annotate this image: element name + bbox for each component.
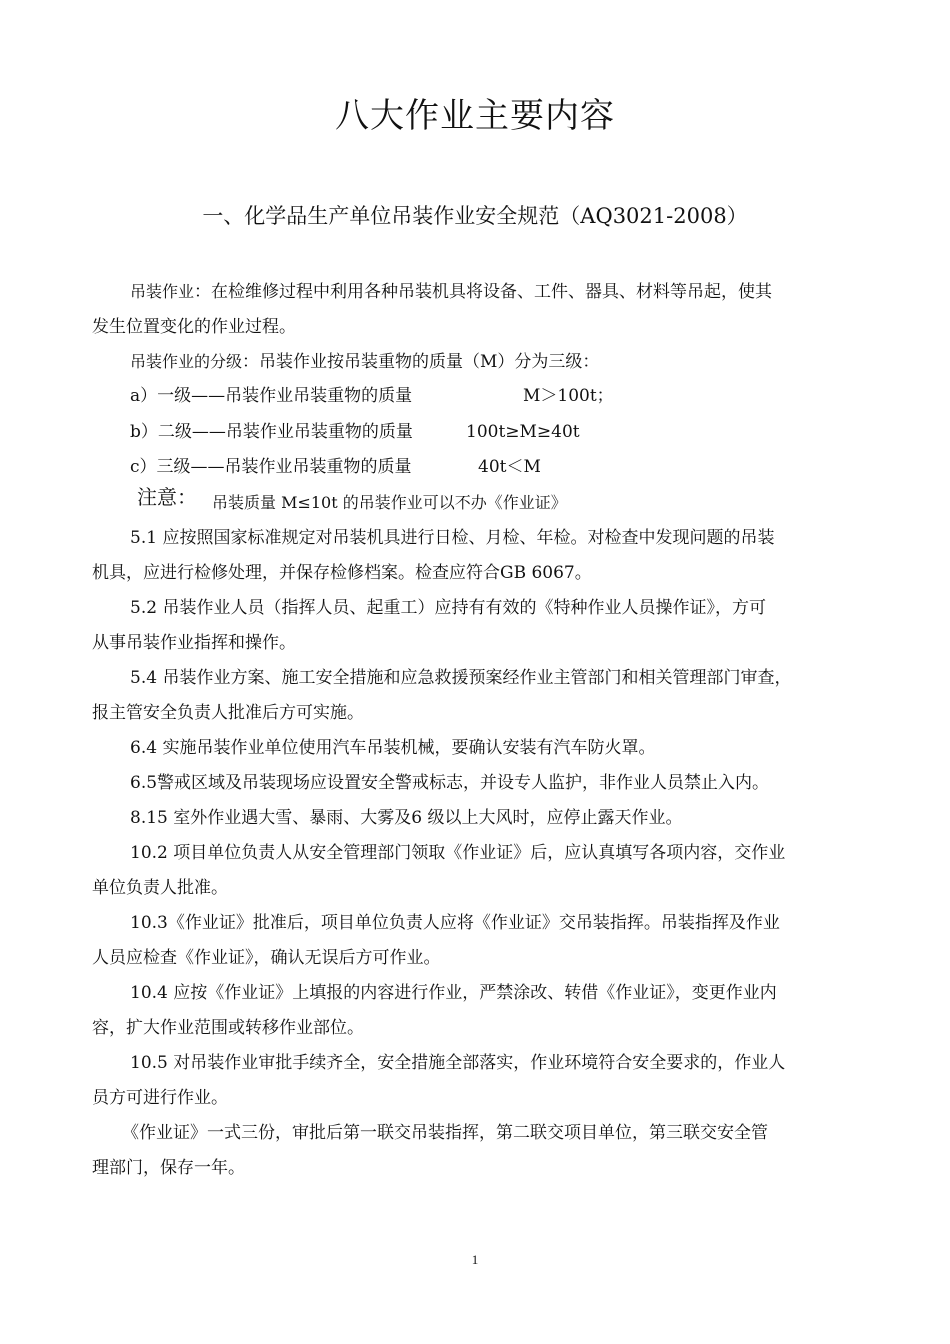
clause-line: 容，扩大作业范围或转移作业部位。 (92, 1018, 364, 1038)
clause-line: 10.2 项目单位负责人从安全管理部门领取《作业证》后，应认真填写各项内容，交作业 (130, 843, 786, 863)
note-label: 注意： (137, 485, 197, 509)
definition-line-1 (130, 281, 772, 303)
clause-line: 10.5 对吊装作业审批手续齐全，安全措施全部落实，作业环境符合安全要求的，作业人 (130, 1053, 786, 1073)
grading-label: 吊装作业的分级 (130, 352, 243, 371)
clause-line: 6.5警戒区域及吊装现场应设置安全警戒标志，并设专人监护，非作业人员禁止入内。 (130, 773, 770, 793)
level-name: a）一级——吊装作业吊装重物的质量 (130, 386, 413, 406)
level-value: 40t＜M (478, 457, 541, 477)
clause-line: 10.4 应按《作业证》上填报的内容进行作业，严禁涂改、转借《作业证》，变更作业内 (130, 983, 777, 1003)
clause-line: 人员应检查《作业证》，确认无误后方可作业。 (92, 948, 441, 968)
clause-line: 从事吊装作业指挥和操作。 (92, 633, 296, 653)
level-item (130, 456, 541, 478)
page-title: 八大作业主要内容 (335, 96, 615, 136)
definition-label: 吊装作业 (130, 282, 195, 301)
definition-line-2: 发生位置变化的作业过程。 (92, 317, 296, 337)
clause-line: 10.3《作业证》批准后，项目单位负责人应将《作业证》交吊装指挥。吊装指挥及作业 (130, 913, 780, 933)
level-item (130, 421, 580, 443)
clause-line: 理部门，保存一年。 (92, 1158, 245, 1178)
clause-line: 机具，应进行检修处理，并保存检修档案。检查应符合GB 6067。 (92, 563, 592, 583)
clause-line: 报主管安全负责人批准后方可实施。 (92, 703, 364, 723)
clause-line: 8.15 室外作业遇大雪、暴雨、大雾及6 级以上大风时，应停止露天作业。 (130, 808, 683, 828)
clause-line: 单位负责人批准。 (92, 878, 228, 898)
clause-line: 员方可进行作业。 (92, 1088, 228, 1108)
clause-line: 6.4 实施吊装作业单位使用汽车吊装机械，要确认安装有汽车防火罩。 (130, 738, 656, 758)
clause-line: 5.2 吊装作业人员（指挥人员、起重工）应持有有效的《特种作业人员操作证》，方可 (130, 598, 766, 618)
note-line (137, 485, 567, 516)
page-number: 1 (471, 1252, 479, 1267)
definition-text: ：在检维修过程中利用各种吊装机具将设备、工件、器具、材料等吊起，使其 (194, 282, 773, 302)
level-item (130, 385, 614, 407)
grading-line (130, 351, 599, 373)
clause-line: 5.1 应按照国家标准规定对吊装机具进行日检、月检、年检。对检查中发现问题的吊装 (130, 528, 775, 548)
clause-line: 《作业证》一式三份，审批后第一联交吊装指挥，第二联交项目单位，第三联交安全管 (122, 1123, 768, 1143)
note-text: 吊装质量 M≤10t 的吊装作业可以不办《作业证》 (212, 493, 567, 512)
level-value: M＞100t； (523, 386, 614, 406)
level-name: b）二级——吊装作业吊装重物的质量 (130, 422, 413, 442)
level-value: 100t≥M≥40t (466, 422, 580, 442)
clause-line: 5.4 吊装作业方案、施工安全措施和应急救援预案经作业主管部门和相关管理部门审查， (130, 668, 792, 688)
section-heading: 一、化学品生产单位吊装作业安全规范（AQ3021-2008） (202, 204, 748, 228)
level-name: c）三级——吊装作业吊装重物的质量 (130, 457, 412, 477)
grading-text: ：吊装作业按吊装重物的质量（M）分为三级： (242, 352, 600, 372)
